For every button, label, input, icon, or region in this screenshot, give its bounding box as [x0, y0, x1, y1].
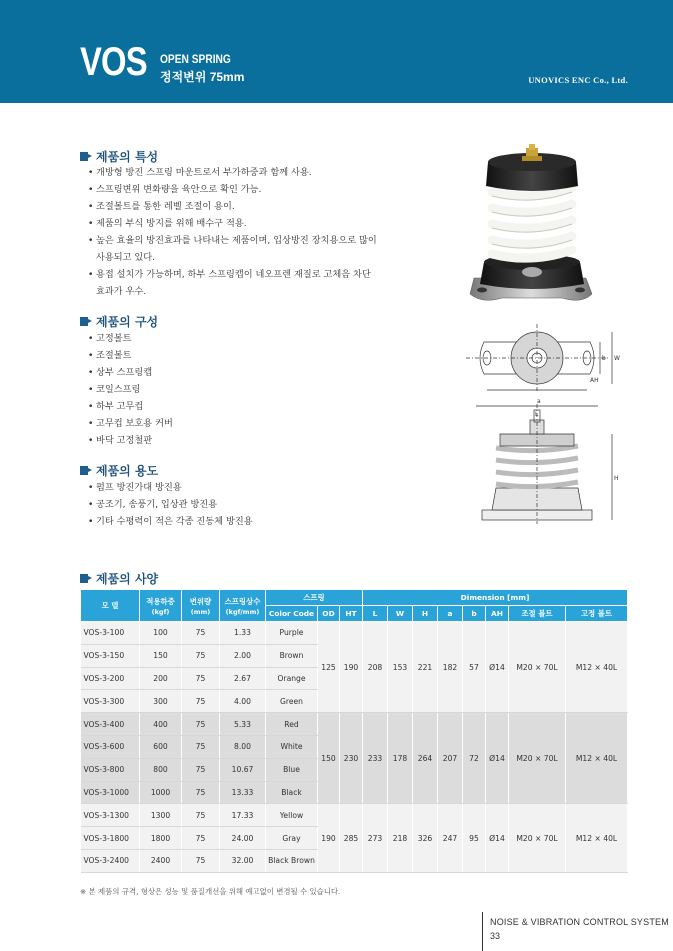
- composition-item: • 고정볼트: [88, 330, 173, 347]
- col-spring: 스프링: [266, 590, 363, 606]
- spec-note: ※ 본 제품의 규격, 형상은 성능 및 품질개선을 위해 예고없이 변경될 수 있습니다.: [80, 887, 341, 896]
- spec-title-text: 제품의 사양: [96, 572, 159, 586]
- col-a: a: [438, 606, 463, 622]
- cell-L: 208: [363, 622, 388, 713]
- cell-od: 150: [318, 713, 340, 804]
- feature-item-cont: 사용되고 있다.: [96, 252, 156, 263]
- feature-item: • 용접 설치가 가능하며, 하부 스프링캡이 네오프렌 재질로 고체음 차단: [88, 266, 377, 283]
- cell-load: 600: [140, 735, 182, 758]
- composition-item: • 코일스프링: [88, 381, 173, 398]
- usage-title: [80, 462, 158, 479]
- feature-item-cont: 효과가 우수.: [96, 286, 147, 297]
- cell-rate: 13.33: [220, 781, 266, 804]
- usage-item: • 공조기, 송풍기, 입상관 방진용: [88, 496, 253, 513]
- cell-rate: 24.00: [220, 827, 266, 850]
- cell-a: 207: [438, 713, 463, 804]
- dim-b-label: b: [602, 355, 606, 362]
- cell-model: VOS-3-300: [81, 690, 140, 713]
- col-H: H: [413, 606, 438, 622]
- col-b: b: [463, 606, 486, 622]
- cell-b: 95: [463, 804, 486, 872]
- cell-load: 100: [140, 622, 182, 645]
- cell-fix-bolt: M12 × 40L: [566, 804, 628, 872]
- cell-model: VOS-3-1800: [81, 827, 140, 850]
- product-subtitle-en: OPEN SPRING: [160, 52, 231, 66]
- cell-b: 72: [463, 713, 486, 804]
- cell-rate: 10.67: [220, 758, 266, 781]
- usage-list: [88, 479, 253, 530]
- col-disp-label: 변위량: [189, 596, 212, 606]
- cell-model: VOS-3-150: [81, 644, 140, 667]
- feature-item: • 제품의 부식 방지를 위해 배수구 적용.: [88, 215, 377, 232]
- cell-color: Green: [266, 690, 318, 713]
- cell-disp: 75: [182, 622, 220, 645]
- spec-title: [80, 570, 158, 587]
- cell-model: VOS-3-600: [81, 735, 140, 758]
- cell-model: VOS-3-1000: [81, 781, 140, 804]
- footer-title: NOISE & VIBRATION CONTROL SYSTEM: [490, 917, 669, 927]
- product-subtitle-kr: 정적변위 75mm: [160, 70, 245, 84]
- cell-color: Black: [266, 781, 318, 804]
- cell-rate: 32.00: [220, 849, 266, 872]
- technical-drawing: [462, 318, 642, 540]
- cell-b: 57: [463, 622, 486, 713]
- cell-rate: 17.33: [220, 804, 266, 827]
- col-rate: [220, 590, 266, 622]
- cell-adj-bolt: M20 × 70L: [509, 713, 566, 804]
- feature-item: • 스프링변위 변화량을 육안으로 확인 가능.: [88, 181, 377, 198]
- cell-H: 221: [413, 622, 438, 713]
- cell-H: 326: [413, 804, 438, 872]
- composition-item: • 하부 고무컵: [88, 398, 173, 415]
- dim-H-label: H: [614, 475, 619, 482]
- composition-item: • 바닥 고정철판: [88, 432, 173, 449]
- cell-model: VOS-3-1300: [81, 804, 140, 827]
- company-name: UNOVICS ENC Co., Ltd.: [528, 75, 628, 85]
- cell-model: VOS-3-800: [81, 758, 140, 781]
- col-dimension: Dimension [mm]: [363, 590, 628, 606]
- cell-color: White: [266, 735, 318, 758]
- spec-table: [80, 589, 628, 873]
- col-od: OD: [318, 606, 340, 622]
- cell-load: 300: [140, 690, 182, 713]
- cell-rate: 5.33: [220, 713, 266, 736]
- cell-rate: 8.00: [220, 735, 266, 758]
- cell-model: VOS-3-100: [81, 622, 140, 645]
- cell-color: Black Brown: [266, 849, 318, 872]
- cell-color: Yellow: [266, 804, 318, 827]
- col-W: W: [388, 606, 413, 622]
- col-model: 모 델: [81, 590, 140, 622]
- feature-item: • 조절볼트를 통한 레벨 조절이 용이.: [88, 198, 377, 215]
- cell-load: 1800: [140, 827, 182, 850]
- cell-a: 247: [438, 804, 463, 872]
- cell-rate: 4.00: [220, 690, 266, 713]
- cell-disp: 75: [182, 713, 220, 736]
- col-disp: [182, 590, 220, 622]
- cell-adj-bolt: M20 × 70L: [509, 622, 566, 713]
- cell-disp: 75: [182, 804, 220, 827]
- cell-load: 1000: [140, 781, 182, 804]
- col-disp-unit: (mm): [190, 607, 211, 616]
- composition-item: • 상부 스프링캡: [88, 364, 173, 381]
- cell-AH: Ø14: [486, 622, 509, 713]
- feature-item: • 높은 효율의 방진효과를 나타내는 제품이며, 입상방진 장치용으로 많이: [88, 232, 377, 249]
- features-list: [88, 164, 377, 300]
- cell-color: Brown: [266, 644, 318, 667]
- col-L: L: [363, 606, 388, 622]
- col-AH: AH: [486, 606, 509, 622]
- cell-H: 264: [413, 713, 438, 804]
- usage-item: • 펌프 방진가대 방진용: [88, 479, 253, 496]
- table-row: [81, 713, 628, 736]
- cell-color: Blue: [266, 758, 318, 781]
- header-band: [0, 0, 673, 103]
- section-arrow-icon: [80, 466, 88, 475]
- composition-title: [80, 313, 158, 330]
- cell-ht: 190: [340, 622, 363, 713]
- cell-rate: 1.33: [220, 622, 266, 645]
- cell-load: 200: [140, 667, 182, 690]
- col-load-label: 적용하중: [146, 596, 175, 606]
- col-load-unit: (kgf): [151, 607, 170, 616]
- cell-disp: 75: [182, 644, 220, 667]
- features-title-text: 제품의 특성: [96, 150, 159, 164]
- usage-title-text: 제품의 용도: [96, 464, 159, 478]
- col-fix-bolt: 고정 볼트: [566, 606, 628, 622]
- cell-od: 125: [318, 622, 340, 713]
- cell-color: Orange: [266, 667, 318, 690]
- dim-W-label: W: [614, 355, 620, 362]
- cell-AH: Ø14: [486, 804, 509, 872]
- col-rate-unit: (kgf/mm): [225, 607, 260, 616]
- page-number: 33: [490, 931, 501, 941]
- cell-load: 1300: [140, 804, 182, 827]
- dim-AH-label: AH: [590, 377, 599, 384]
- cell-rate: 2.00: [220, 644, 266, 667]
- cell-color: Gray: [266, 827, 318, 850]
- cell-disp: 75: [182, 667, 220, 690]
- dim-L-label: L: [535, 411, 539, 418]
- cell-disp: 75: [182, 758, 220, 781]
- cell-disp: 75: [182, 827, 220, 850]
- cell-disp: 75: [182, 781, 220, 804]
- footer-divider: [482, 912, 483, 951]
- usage-item: • 기타 수평력이 적은 각종 진동체 방진용: [88, 513, 253, 530]
- features-title: [80, 148, 158, 165]
- cell-disp: 75: [182, 735, 220, 758]
- cell-L: 273: [363, 804, 388, 872]
- section-arrow-icon: [80, 152, 88, 161]
- cell-disp: 75: [182, 690, 220, 713]
- cell-color: Purple: [266, 622, 318, 645]
- section-arrow-icon: [80, 574, 88, 583]
- cell-color: Red: [266, 713, 318, 736]
- cell-od: 190: [318, 804, 340, 872]
- table-row: [81, 622, 628, 645]
- composition-list: [88, 330, 173, 449]
- cell-AH: Ø14: [486, 713, 509, 804]
- cell-rate: 2.67: [220, 667, 266, 690]
- composition-item: • 고무컵 보호용 커버: [88, 415, 173, 432]
- cell-load: 2400: [140, 849, 182, 872]
- section-arrow-icon: [80, 317, 88, 326]
- product-photo: [462, 144, 602, 314]
- cell-ht: 285: [340, 804, 363, 872]
- cell-load: 150: [140, 644, 182, 667]
- cell-fix-bolt: M12 × 40L: [566, 622, 628, 713]
- cell-W: 178: [388, 713, 413, 804]
- cell-model: VOS-3-400: [81, 713, 140, 736]
- col-rate-label: 스프링상수: [224, 596, 261, 606]
- composition-item: • 조절볼트: [88, 347, 173, 364]
- cell-model: VOS-3-200: [81, 667, 140, 690]
- cell-a: 182: [438, 622, 463, 713]
- cell-L: 233: [363, 713, 388, 804]
- cell-disp: 75: [182, 849, 220, 872]
- cell-model: VOS-3-2400: [81, 849, 140, 872]
- feature-item: • 개방형 방진 스프링 마운트로서 부가하중과 함께 사용.: [88, 164, 377, 181]
- col-adj-bolt: 조절 볼트: [509, 606, 566, 622]
- cell-W: 153: [388, 622, 413, 713]
- cell-W: 218: [388, 804, 413, 872]
- table-row: [81, 804, 628, 827]
- dim-a-label: a: [537, 398, 541, 405]
- cell-adj-bolt: M20 × 70L: [509, 804, 566, 872]
- composition-title-text: 제품의 구성: [96, 315, 159, 329]
- col-load: [140, 590, 182, 622]
- cell-ht: 230: [340, 713, 363, 804]
- cell-fix-bolt: M12 × 40L: [566, 713, 628, 804]
- product-code: VOS: [80, 40, 147, 84]
- col-ht: HT: [340, 606, 363, 622]
- cell-load: 400: [140, 713, 182, 736]
- cell-load: 800: [140, 758, 182, 781]
- col-color: Color Code: [266, 606, 318, 622]
